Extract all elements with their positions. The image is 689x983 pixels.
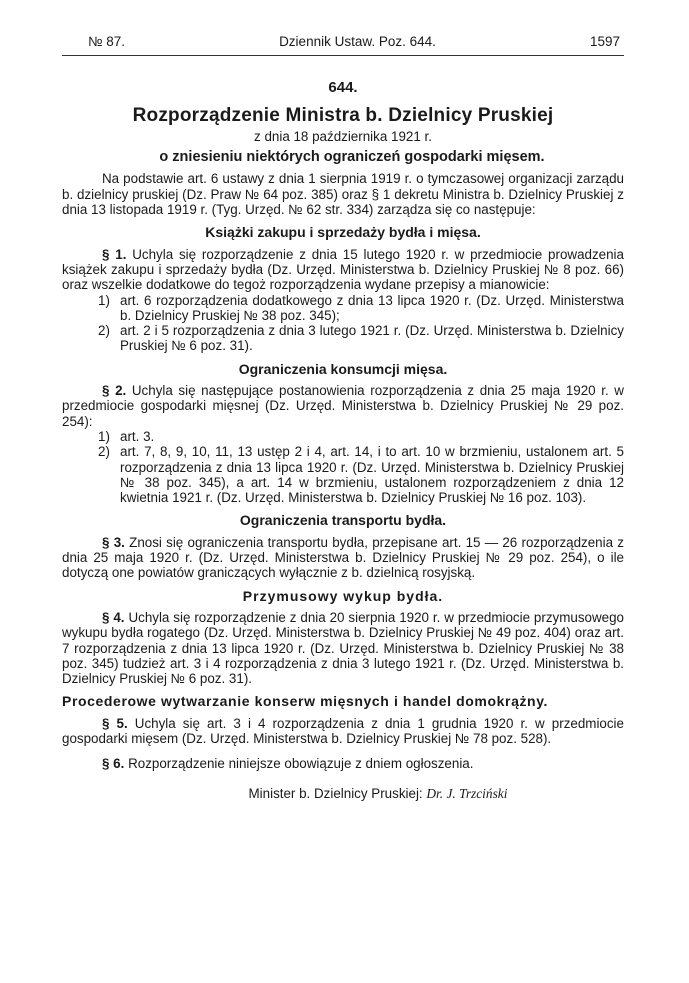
position-number: 644.: [328, 79, 358, 97]
journal-title: Dziennik Ustaw. Poz. 644.: [279, 34, 436, 49]
list-item: [62, 429, 624, 444]
item-text: art. 6 rozporządzenia dodatkowego z dnia 13 lipca 1920 r. (Dz. Urzęd. Ministerstwa b. Dzielnicy Pruskiej № 38 poz. 345);: [120, 292, 624, 323]
paragraph-1: [62, 247, 624, 293]
document-page: [62, 34, 624, 801]
item-text: art. 2 i 5 rozporządzenia z dnia 3 lutego 1921 r. (Dz. Urzęd. Ministerstwa b. Dzielnicy Pruskiej № 6 poz. 31).: [120, 323, 624, 354]
paragraph-4: [62, 610, 624, 686]
paragraph-label: § 1.: [102, 246, 127, 262]
paragraph-text: Znosi się ograniczenia transportu bydła, przepisane art. 15 — 26 rozporządzenia z dnia 25 maja 1920 r. (Dz. Urzęd. Ministerstwa b. Dzielnicy Pruskiej № 29 poz. 254), o ile dotyczą one powiatów graniczących wyłącznie z b. dzielnicą rosyjską.: [62, 534, 624, 581]
section-heading-2: Ograniczenia konsumcji mięsa.: [238, 360, 448, 377]
list-item: [62, 323, 624, 354]
item-number: 1): [98, 428, 110, 444]
paragraph-label: § 5.: [102, 715, 128, 731]
regulation-title: Rozporządzenie Ministra b. Dzielnicy Pruskiej: [132, 104, 554, 126]
paragraph-label: § 4.: [102, 609, 125, 625]
signature: [62, 786, 624, 801]
paragraph-5: [62, 716, 624, 747]
list-item: [62, 293, 624, 324]
section-heading-3: Ograniczenia transportu bydła.: [239, 512, 447, 529]
paragraph-text: Uchyla się art. 3 i 4 rozporządzenia z dnia 1 grudnia 1920 r. w przedmiocie gospodarki mięsem (Dz. Urzęd. Ministerstwa b. Dzielnicy Pruskiej № 78 poz. 528).: [62, 715, 624, 746]
item-number: 2): [98, 444, 110, 460]
regulation-subject: o zniesieniu niektórych ograniczeń gospodarki mięsem.: [159, 149, 545, 166]
paragraph-label: § 6.: [102, 756, 125, 772]
paragraph-label: § 3.: [102, 534, 125, 550]
paragraph-3: [62, 535, 624, 581]
paragraph-text: Uchyla się rozporządzenie z dnia 15 lutego 1920 r. w przedmiocie prowadzenia książek zakupu i sprzedaży bydła (Dz. Urzęd. Ministerstwa b. Dzielnicy Pruskiej № 8 poz. 66) oraz wszelkie dodatkowe do tegoż rozporządzenia wydane przepisy a mianowicie:: [62, 246, 624, 293]
paragraph-text: Rozporządzenie niniejsze obowiązuje z dniem ogłoszenia.: [128, 756, 474, 772]
section-heading-1: Książki zakupu i sprzedaży bydła i mięsa.: [205, 224, 481, 241]
section-heading-5: Procederowe wytwarzanie konserw mięsnych i handel domokrążny.: [62, 693, 549, 710]
item-text: art. 7, 8, 9, 10, 11, 13 ustęp 2 i 4, art. 14, i to art. 10 w brzmieniu, ustalonem art. 5 rozporządzenia z dnia 13 lipca 1920 r. (Dz. Urzęd. Ministerstwa b. Dzielnicy Pruskiej № 38 poz. 345), a art. 14 w brzmieniu, ustalonem rozporządzeniem z dnia 12 kwietnia 1921 r. (Dz. Urzęd. Ministerstwa b. Dzielnicy Pruskiej № 16 poz. 103).: [120, 444, 624, 506]
paragraph-text: Uchyla się następujące postanowienia rozporządzenia z dnia 25 maja 1920 r. w przedmiocie gospodarki mięsnej (Dz. Urzęd. Ministerstwa b. Dzielnicy Pruskiej № 29 poz. 254):: [62, 383, 624, 429]
preamble: Na podstawie art. 6 ustawy z dnia 1 sierpnia 1919 r. o tymczasowej organizacji zarządu b. dzielnicy pruskiej (Dz. Praw № 64 poz. 385) oraz § 1 dekretu Ministra b. Dzielnicy Pruskiej z dnia 13 listopada 1919 r. (Tyg. Urzęd. № 62 str. 334) zarządza się co następuje:: [62, 171, 624, 218]
signature-role: Minister b. Dzielnicy Pruskiej:: [248, 785, 423, 801]
paragraph-6: [62, 756, 624, 771]
paragraph-label: § 2.: [102, 383, 127, 399]
signature-name: Dr. J. Trzciński: [426, 785, 508, 801]
list-item: [62, 444, 624, 505]
item-number: 1): [98, 292, 110, 308]
page-number: 1597: [589, 34, 620, 49]
section-heading-4: Przymusowy wykup bydła.: [242, 587, 444, 604]
paragraph-text: Uchyla się rozporządzenie z dnia 20 sierpnia 1920 r. w przedmiocie przymusowego wykupu bydła rogatego (Dz. Urzęd. Ministerstwa b. Dzielnicy Pruskiej № 49 poz. 404) oraz art. 7 rozporządzenia z dnia 13 lipca 1920 r. (Dz. Urzęd. Ministerstwa b. Dzielnicy Pruskiej № 38 poz. 345) tudzież art. 3 i 4 rozporządzenia z dnia 3 lutego 1921 r. (Dz. Urzęd. Ministerstwa b. Dzielnicy Pruskiej № 6 poz. 31).: [62, 609, 624, 687]
regulation-date: z dnia 18 października 1921 r.: [254, 128, 432, 144]
running-header: [62, 34, 624, 56]
item-number: 2): [98, 323, 110, 339]
item-text: art. 3.: [120, 428, 155, 444]
issue-number: № 87.: [88, 34, 125, 49]
paragraph-2: [62, 383, 624, 429]
